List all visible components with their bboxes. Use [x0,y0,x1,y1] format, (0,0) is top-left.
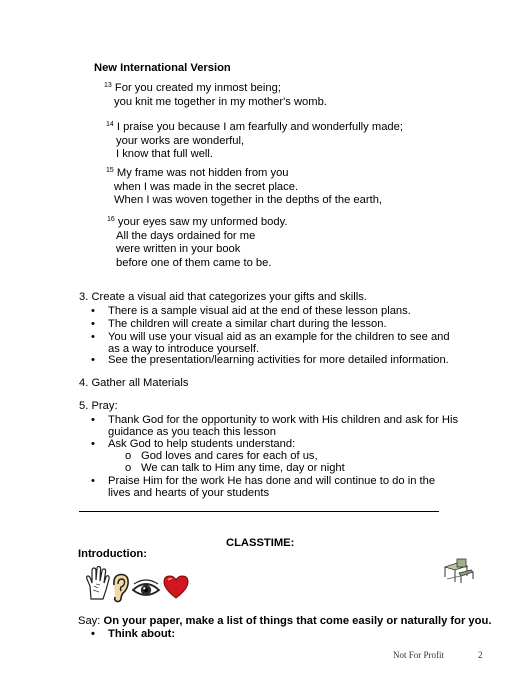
list-item-continuation: lives and hearts of your students [108,487,270,499]
verse-line: My frame was not hidden from you [116,167,289,179]
list-item: • Praise Him for the work He has done and will continue to do in the [108,475,435,487]
list-item: • The children will create a similar chart during the lesson. [108,318,387,330]
verse-line: were written in your book [116,243,241,256]
verse-line: I know that full well. [116,148,214,161]
verse-13 [104,82,327,109]
verse-line: For you created my inmost being; [114,82,281,94]
hand-icon [84,566,110,603]
list-item-5: 5. Pray: [79,400,118,412]
verse-16 [107,216,287,270]
heart-icon [162,574,190,603]
verse-line: All the days ordained for me [116,229,256,242]
list-item: • Ask God to help students understand: [108,438,295,450]
say-prefix: Say: [78,615,104,627]
think-about-item: • Think about: [108,628,175,640]
list-item: • There is a sample visual aid at the end of these lesson plans. [108,305,411,317]
eye-icon [131,578,161,603]
verse-line: before one of them came to be. [116,256,272,269]
list-item: • Thank God for the opportunity to work with His children and ask for His [108,414,458,426]
verse-line: when I was made in the secret place. [114,180,299,193]
list-item: • See the presentation/learning activities for more detailed information. [108,354,449,366]
verse-line: your works are wonderful, [116,134,245,147]
list-item: • You will use your visual aid as an example for the children to see and [108,331,450,343]
list-item-4: 4. Gather all Materials [79,377,189,389]
verse-number: 13 [104,82,112,89]
list-item-3: 3. Create a visual aid that categorizes your gifts and skills. [79,291,367,303]
verse-number: 15 [106,167,114,174]
page-number: 2 [478,650,483,660]
verse-line: your eyes saw my unformed body. [117,216,288,228]
list-item-continuation: guidance as you teach this lesson [108,426,276,438]
say-line [78,615,491,627]
list-item-continuation: as a way to introduce yourself. [108,343,260,355]
verse-line: you knit me together in my mother's womb. [114,95,327,108]
verse-15 [106,167,382,208]
classtime-heading: CLASSTIME: [226,537,295,549]
verse-line: I praise you because I am fearfully and wonderfully made; [116,121,403,133]
verse-14 [106,121,403,162]
sub-list-item: o God loves and cares for each of us, [141,450,318,462]
verse-number: 16 [107,216,115,223]
verse-line: When I was woven together in the depths of the earth, [114,194,383,207]
desk-chair-icon [443,557,475,588]
footer-note: Not For Profit [393,650,445,660]
verse-number: 14 [106,121,114,128]
ear-icon [110,573,130,606]
say-instruction: On your paper, make a list of things that come easily or naturally for you. [103,615,492,627]
introduction-label: Introduction: [78,548,147,560]
version-heading: New International Version [94,62,231,74]
sub-list-item: o We can talk to Him any time, day or night [141,462,345,474]
section-divider [79,511,439,512]
